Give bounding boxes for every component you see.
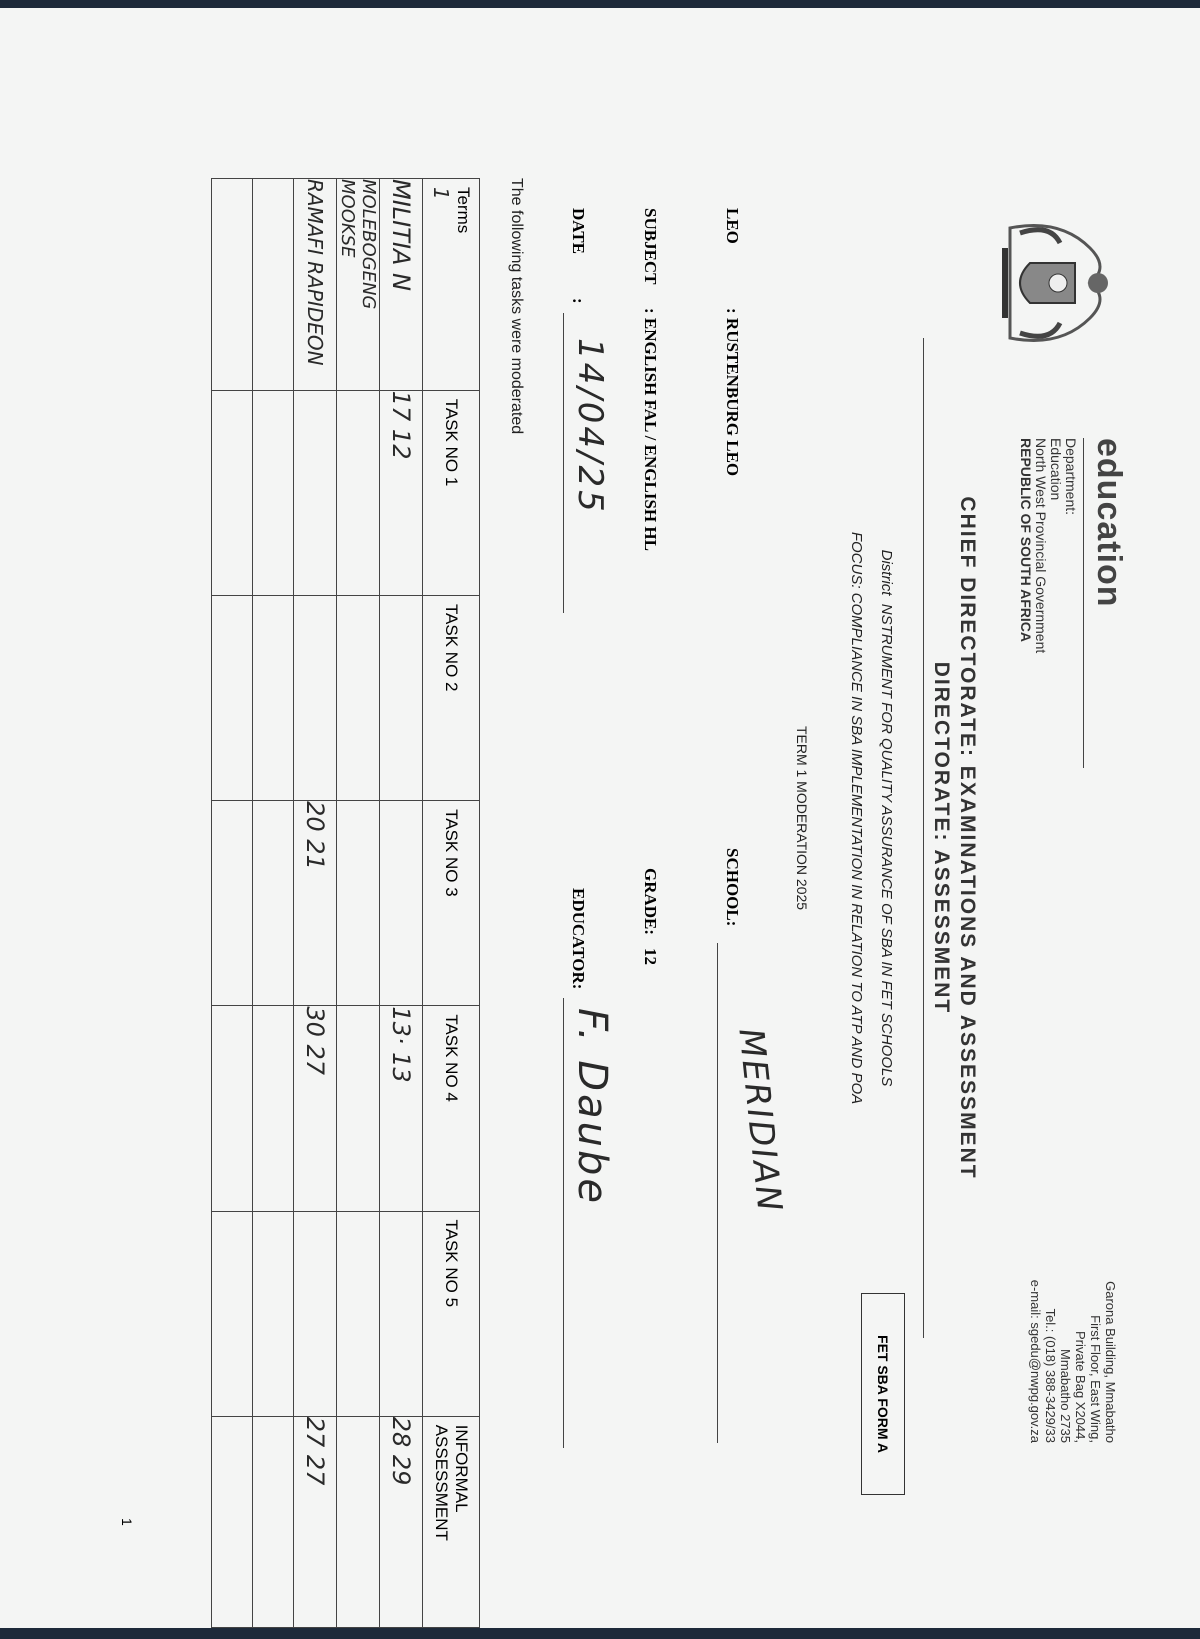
leo-value: : RUSTENBURG LEO <box>723 308 742 477</box>
table-row <box>212 179 253 1628</box>
address-line-4: Mmabatho 2735 <box>1058 1349 1073 1443</box>
date-label: DATE <box>569 208 588 254</box>
table-row <box>337 179 380 1628</box>
table-cell <box>294 595 337 800</box>
table-cell: 17 12 <box>380 390 423 595</box>
table-cell <box>212 801 253 1006</box>
table-cell: 20 21 <box>294 801 337 1006</box>
table-cell <box>253 1006 294 1211</box>
scanned-page <box>0 8 1200 1628</box>
address-block <box>1028 1213 1118 1443</box>
educator-value-handwritten: F. Daube <box>569 1008 615 1206</box>
subject-value: : ENGLISH FAL / ENGLISH HL <box>641 308 660 551</box>
coat-of-arms-logo <box>990 208 1120 358</box>
table-cell: MILITIA N <box>380 179 423 391</box>
header-rule <box>923 338 924 1338</box>
directorate-header <box>928 338 980 1338</box>
term-heading: TERM 1 MODERATION 2025 <box>794 725 810 911</box>
subject-label: SUBJECT <box>641 208 660 285</box>
table-cell <box>212 595 253 800</box>
table-header-cell <box>423 179 480 391</box>
table-cell <box>253 390 294 595</box>
dept-line-1: Department: <box>1063 438 1079 516</box>
focus-line: FOCUS: COMPLIANCE IN SBA IMPLEMENTATION IN RELATION TO ATP AND POA <box>848 531 865 1105</box>
brand-underline <box>1083 438 1084 768</box>
dept-line-4: REPUBLIC OF SOUTH AFRICA <box>1018 438 1034 643</box>
table-row <box>294 179 337 1628</box>
moderated-tasks-table <box>211 178 480 1628</box>
address-line-1: Garona Building, Mmabatho <box>1103 1281 1118 1443</box>
school-underline <box>717 943 718 1443</box>
leo-label: LEO <box>723 208 742 244</box>
date-underline <box>563 313 564 613</box>
table-cell: 27 27 <box>294 1416 337 1627</box>
table-cell <box>212 1211 253 1416</box>
table-header-row <box>423 179 480 1628</box>
table-cell <box>253 1416 294 1627</box>
table-cell <box>253 179 294 391</box>
table-cell <box>337 801 380 1006</box>
school-value-handwritten: MERIDIAN <box>730 1026 790 1215</box>
table-cell: 28 29 <box>380 1416 423 1627</box>
educator-underline <box>563 998 564 1448</box>
table-cell <box>380 1211 423 1416</box>
header-line-1: CHIEF DIRECTORATE: EXAMINATIONS AND ASSESSMENT <box>956 496 979 1180</box>
table-cell <box>337 1211 380 1416</box>
term-value: 1 <box>429 187 453 200</box>
header-terms: Terms <box>454 187 473 234</box>
table-cell: 30 27 <box>294 1006 337 1211</box>
table-row <box>253 179 294 1628</box>
table-cell <box>380 595 423 800</box>
table-cell <box>253 595 294 800</box>
department-block <box>1018 438 1078 653</box>
table-header-cell: TASK NO 2 <box>423 595 480 800</box>
table-cell <box>337 1416 380 1627</box>
page-number: 1 <box>119 1518 135 1526</box>
table-cell <box>212 1006 253 1211</box>
table-cell: MOLEBOGENG MOOKSE <box>337 179 380 391</box>
table-header-cell: TASK NO 4 <box>423 1006 480 1211</box>
form-label-box: FET SBA FORM A <box>861 1293 905 1495</box>
date-colon: : <box>569 298 588 304</box>
table-header-cell: TASK NO 5 <box>423 1211 480 1416</box>
dept-line-2: Education <box>1048 438 1064 501</box>
address-line-2: First Floor, East Wing, <box>1088 1315 1103 1443</box>
table-cell <box>253 1211 294 1416</box>
table-row <box>380 179 423 1628</box>
table-header-cell: TASK NO 1 <box>423 390 480 595</box>
dept-line-3: North West Provincial Government <box>1033 438 1049 654</box>
grade-label: GRADE: <box>641 868 660 936</box>
header-line-2: DIRECTORATE: ASSESSMENT <box>930 661 953 1015</box>
instrument-title <box>878 348 895 1288</box>
school-label: SCHOOL: <box>723 848 742 927</box>
table-cell <box>212 390 253 595</box>
table-cell <box>380 801 423 1006</box>
educator-label: EDUCATOR: <box>569 888 588 990</box>
address-line-3: Private Bag X2044, <box>1073 1330 1088 1443</box>
table-cell <box>253 801 294 1006</box>
table-cell <box>337 390 380 595</box>
instrument-text: NSTRUMENT FOR QUALITY ASSURANCE OF SBA IN FET SCHOOLS <box>878 603 895 1087</box>
table-cell <box>337 595 380 800</box>
table-cell <box>294 390 337 595</box>
rotated-document <box>0 8 1200 1628</box>
table-cell: RAMAFI RAPIDEON <box>294 179 337 391</box>
address-line-6: e-mail: sgedu@nwpg.gov.za <box>1028 1279 1043 1443</box>
table-header-cell: TASK NO 3 <box>423 801 480 1006</box>
address-line-5: Tel.: (018) 388-3429/33 <box>1043 1308 1058 1443</box>
date-value-handwritten: 14/04/25 <box>570 338 610 515</box>
instrument-prefix: District <box>878 549 895 596</box>
intro-text: The following tasks were moderated <box>508 178 525 435</box>
table-cell <box>212 1416 253 1627</box>
table-cell: 13· 13 <box>380 1006 423 1211</box>
grade-value: 12 <box>641 948 660 965</box>
table-cell <box>294 1211 337 1416</box>
table-header-cell: INFORMAL ASSESSMENT <box>423 1416 480 1627</box>
table-cell <box>337 1006 380 1211</box>
brand-wordmark: education <box>1090 438 1128 608</box>
table-cell <box>212 179 253 391</box>
